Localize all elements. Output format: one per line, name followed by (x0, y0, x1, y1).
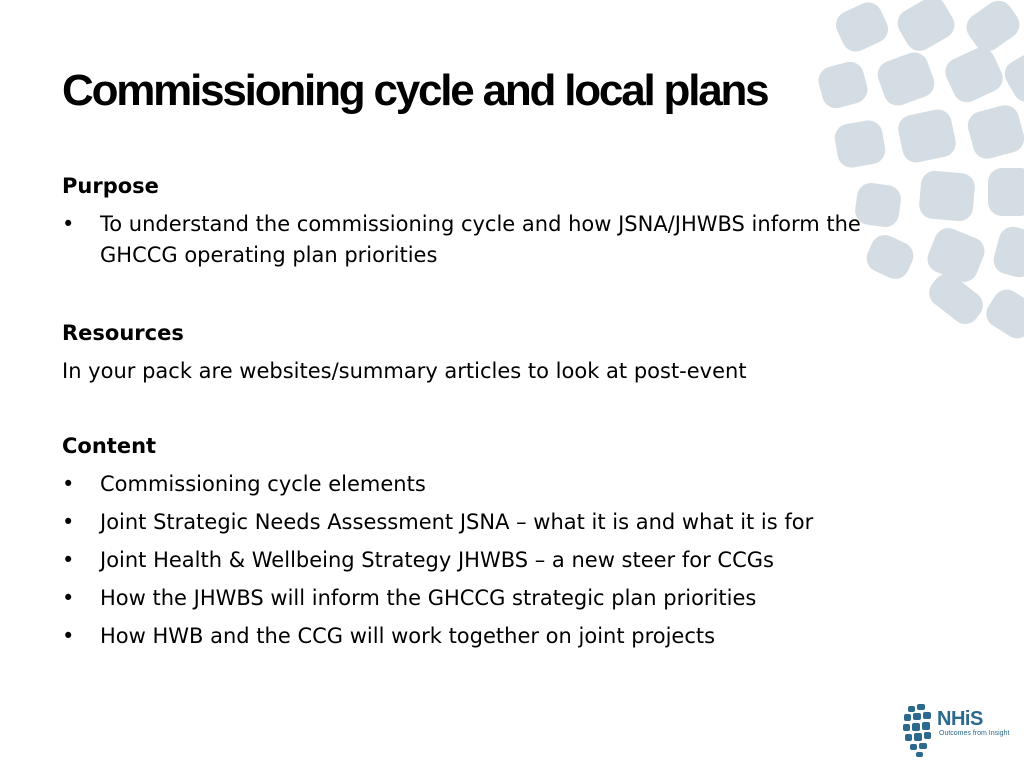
bullet-icon: • (62, 624, 75, 648)
globe-logo-icon (900, 700, 940, 760)
list-item (62, 503, 992, 541)
content-heading: Content (62, 434, 157, 458)
list-item (62, 465, 992, 503)
section-spacer (62, 390, 992, 428)
bullet-icon: • (62, 548, 75, 572)
bullet-icon: • (62, 586, 75, 610)
list-item-text: How the JHWBS will inform the GHCCG strategic plan priorities (100, 586, 757, 610)
bullet-icon: • (62, 212, 75, 236)
list-item-text: Commissioning cycle elements (100, 472, 426, 496)
slide-body (62, 168, 992, 655)
content-list (62, 465, 992, 655)
list-item-text: How HWB and the CCG will work together on joint projects (100, 624, 716, 648)
logo-name: NHiS (937, 708, 983, 730)
list-item (62, 541, 992, 579)
logo-tagline: Outcomes from Insight (939, 730, 1010, 737)
list-item-text: Joint Health & Wellbeing Strategy JHWBS – a new steer for CCGs (100, 548, 774, 572)
resources-heading: Resources (62, 321, 184, 345)
purpose-heading: Purpose (62, 174, 159, 198)
slide-title: Commissioning cycle and local plans (62, 66, 768, 115)
list-item (62, 617, 992, 655)
list-item (62, 205, 900, 271)
resources-text: In your pack are websites/summary articles to look at post-event (62, 359, 747, 383)
section-spacer (62, 271, 992, 315)
list-item-text: Joint Strategic Needs Assessment JSNA – what it is and what it is for (100, 510, 814, 534)
purpose-list (62, 205, 992, 271)
bullet-icon: • (62, 472, 75, 496)
bullet-icon: • (62, 510, 75, 534)
list-item-text: To understand the commissioning cycle and how JSNA/JHWBS inform the GHCCG operating plan priorities (100, 212, 861, 267)
nhis-logo (900, 700, 1010, 760)
list-item (62, 579, 992, 617)
